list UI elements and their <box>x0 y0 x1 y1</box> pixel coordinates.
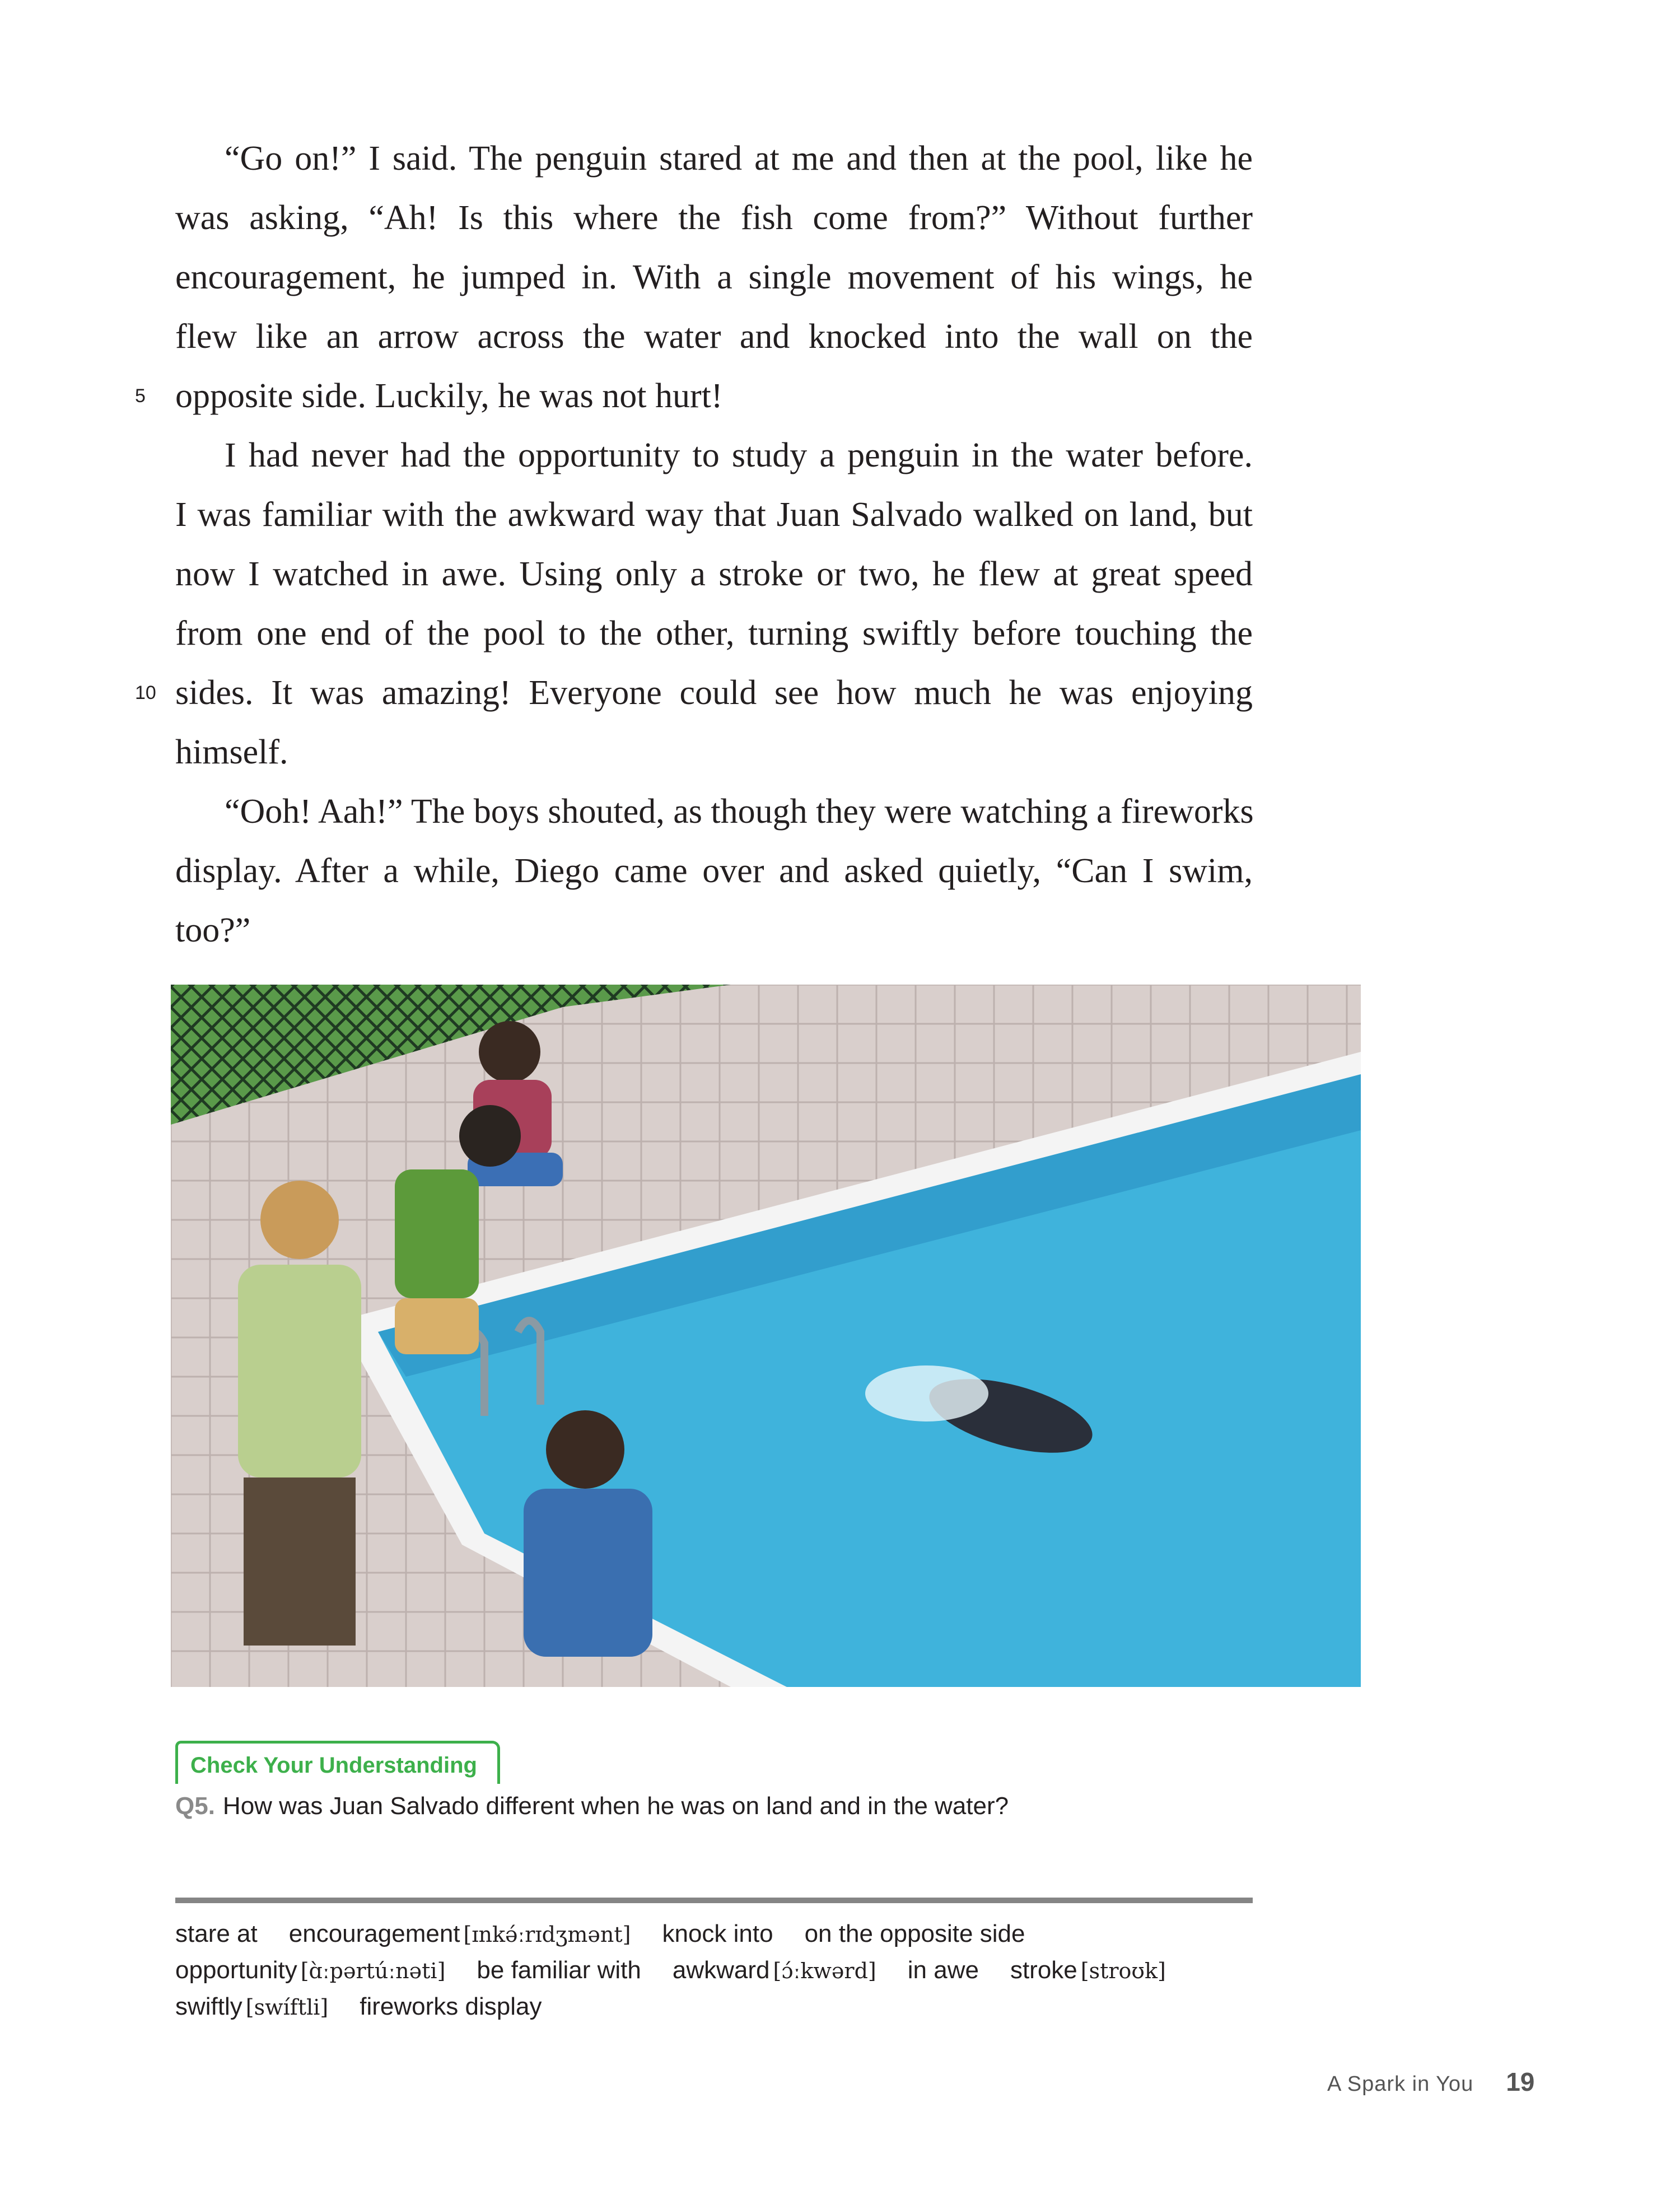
vocab-word: awkward <box>672 1956 770 1984</box>
story-line: I was familiar with the awkward way that Juan Salvado walked on land, but <box>175 496 1253 534</box>
question-q5 <box>175 1789 1009 1823</box>
vocab-item <box>175 1920 258 1947</box>
vocabulary-list <box>175 1915 1197 2025</box>
vocab-item <box>908 1956 979 1984</box>
vocab-pronunciation: [stroʊk] <box>1080 1959 1166 1983</box>
question-number: Q5. <box>175 1792 215 1820</box>
story-line: sides. It was amazing! Everyone could see how much he was enjoying 10 <box>175 663 1253 723</box>
vocab-divider <box>175 1898 1253 1903</box>
vocab-word: in awe <box>907 1956 979 1984</box>
vocab-row <box>175 1988 1197 2025</box>
vocab-word: stroke <box>1010 1956 1077 1984</box>
story-line: “Ooh! Aah!” The boys shouted, as though they were watching a fireworks <box>225 793 1254 831</box>
check-your-understanding-label: Check Your Understanding <box>175 1741 500 1784</box>
book-title: A Spark in You <box>1327 2072 1474 2096</box>
vocab-item <box>673 1956 876 1984</box>
page-number: 19 <box>1506 2067 1535 2096</box>
vocab-row <box>175 1915 1197 1952</box>
vocab-pronunciation: [swíftli] <box>245 1995 329 2020</box>
vocab-item <box>175 1993 328 2020</box>
story-text <box>135 129 1254 960</box>
vocab-item <box>289 1920 631 1947</box>
story-line: from one end of the pool to the other, turning swiftly before touching the <box>175 614 1253 652</box>
line-number: 10 <box>135 682 156 703</box>
vocab-word: be familiar with <box>477 1956 641 1984</box>
illustration-boys-watching-penguin-in-pool <box>171 985 1361 1687</box>
vocab-row <box>175 1952 1197 1988</box>
vocab-pronunciation: [ɪnkə́ːrɪdʒmənt] <box>463 1922 631 1947</box>
vocab-word: knock into <box>662 1920 773 1947</box>
vocab-item <box>1010 1956 1166 1984</box>
vocab-word: encouragement <box>288 1920 460 1947</box>
story-line: himself. <box>175 733 288 771</box>
vocab-word: swiftly <box>175 1993 242 2020</box>
vocab-word: on the opposite side <box>804 1920 1025 1947</box>
vocab-word: stare at <box>175 1920 258 1947</box>
vocab-item <box>805 1920 1025 1947</box>
story-line: I had never had the opportunity to study a penguin in the water before. <box>225 436 1253 474</box>
story-line: now I watched in awe. Using only a stroke or two, he flew at great speed <box>175 555 1253 593</box>
vocab-word: fireworks display <box>360 1993 542 2020</box>
page-footer <box>1327 2067 1534 2097</box>
vocab-item <box>662 1920 773 1947</box>
vocab-pronunciation: [ɑ̀ːpərtúːnəti] <box>300 1959 446 1983</box>
story-line: “Go on!” I said. The penguin stared at me and then at the pool, like he <box>225 139 1253 178</box>
question-text: How was Juan Salvado different when he was on land and in the water? <box>222 1792 1009 1820</box>
vocab-word: opportunity <box>175 1956 297 1984</box>
vocab-item <box>175 1956 445 1984</box>
story-line: flew like an arrow across the water and knocked into the wall on the <box>175 318 1253 356</box>
story-line: too?” <box>175 911 251 949</box>
story-line: display. After a while, Diego came over and asked quietly, “Can I swim, <box>175 852 1253 890</box>
line-number: 5 <box>135 385 146 407</box>
vocab-item <box>360 1993 542 2020</box>
story-line: encouragement, he jumped in. With a single movement of his wings, he <box>175 258 1253 296</box>
story-line: was asking, “Ah! Is this where the fish come from?” Without further <box>175 199 1253 237</box>
vocab-pronunciation: [ɔ́ːkwərd] <box>773 1959 876 1983</box>
story-line: opposite side. Luckily, he was not hurt! 5 <box>175 366 1253 426</box>
vocab-item <box>477 1956 641 1984</box>
